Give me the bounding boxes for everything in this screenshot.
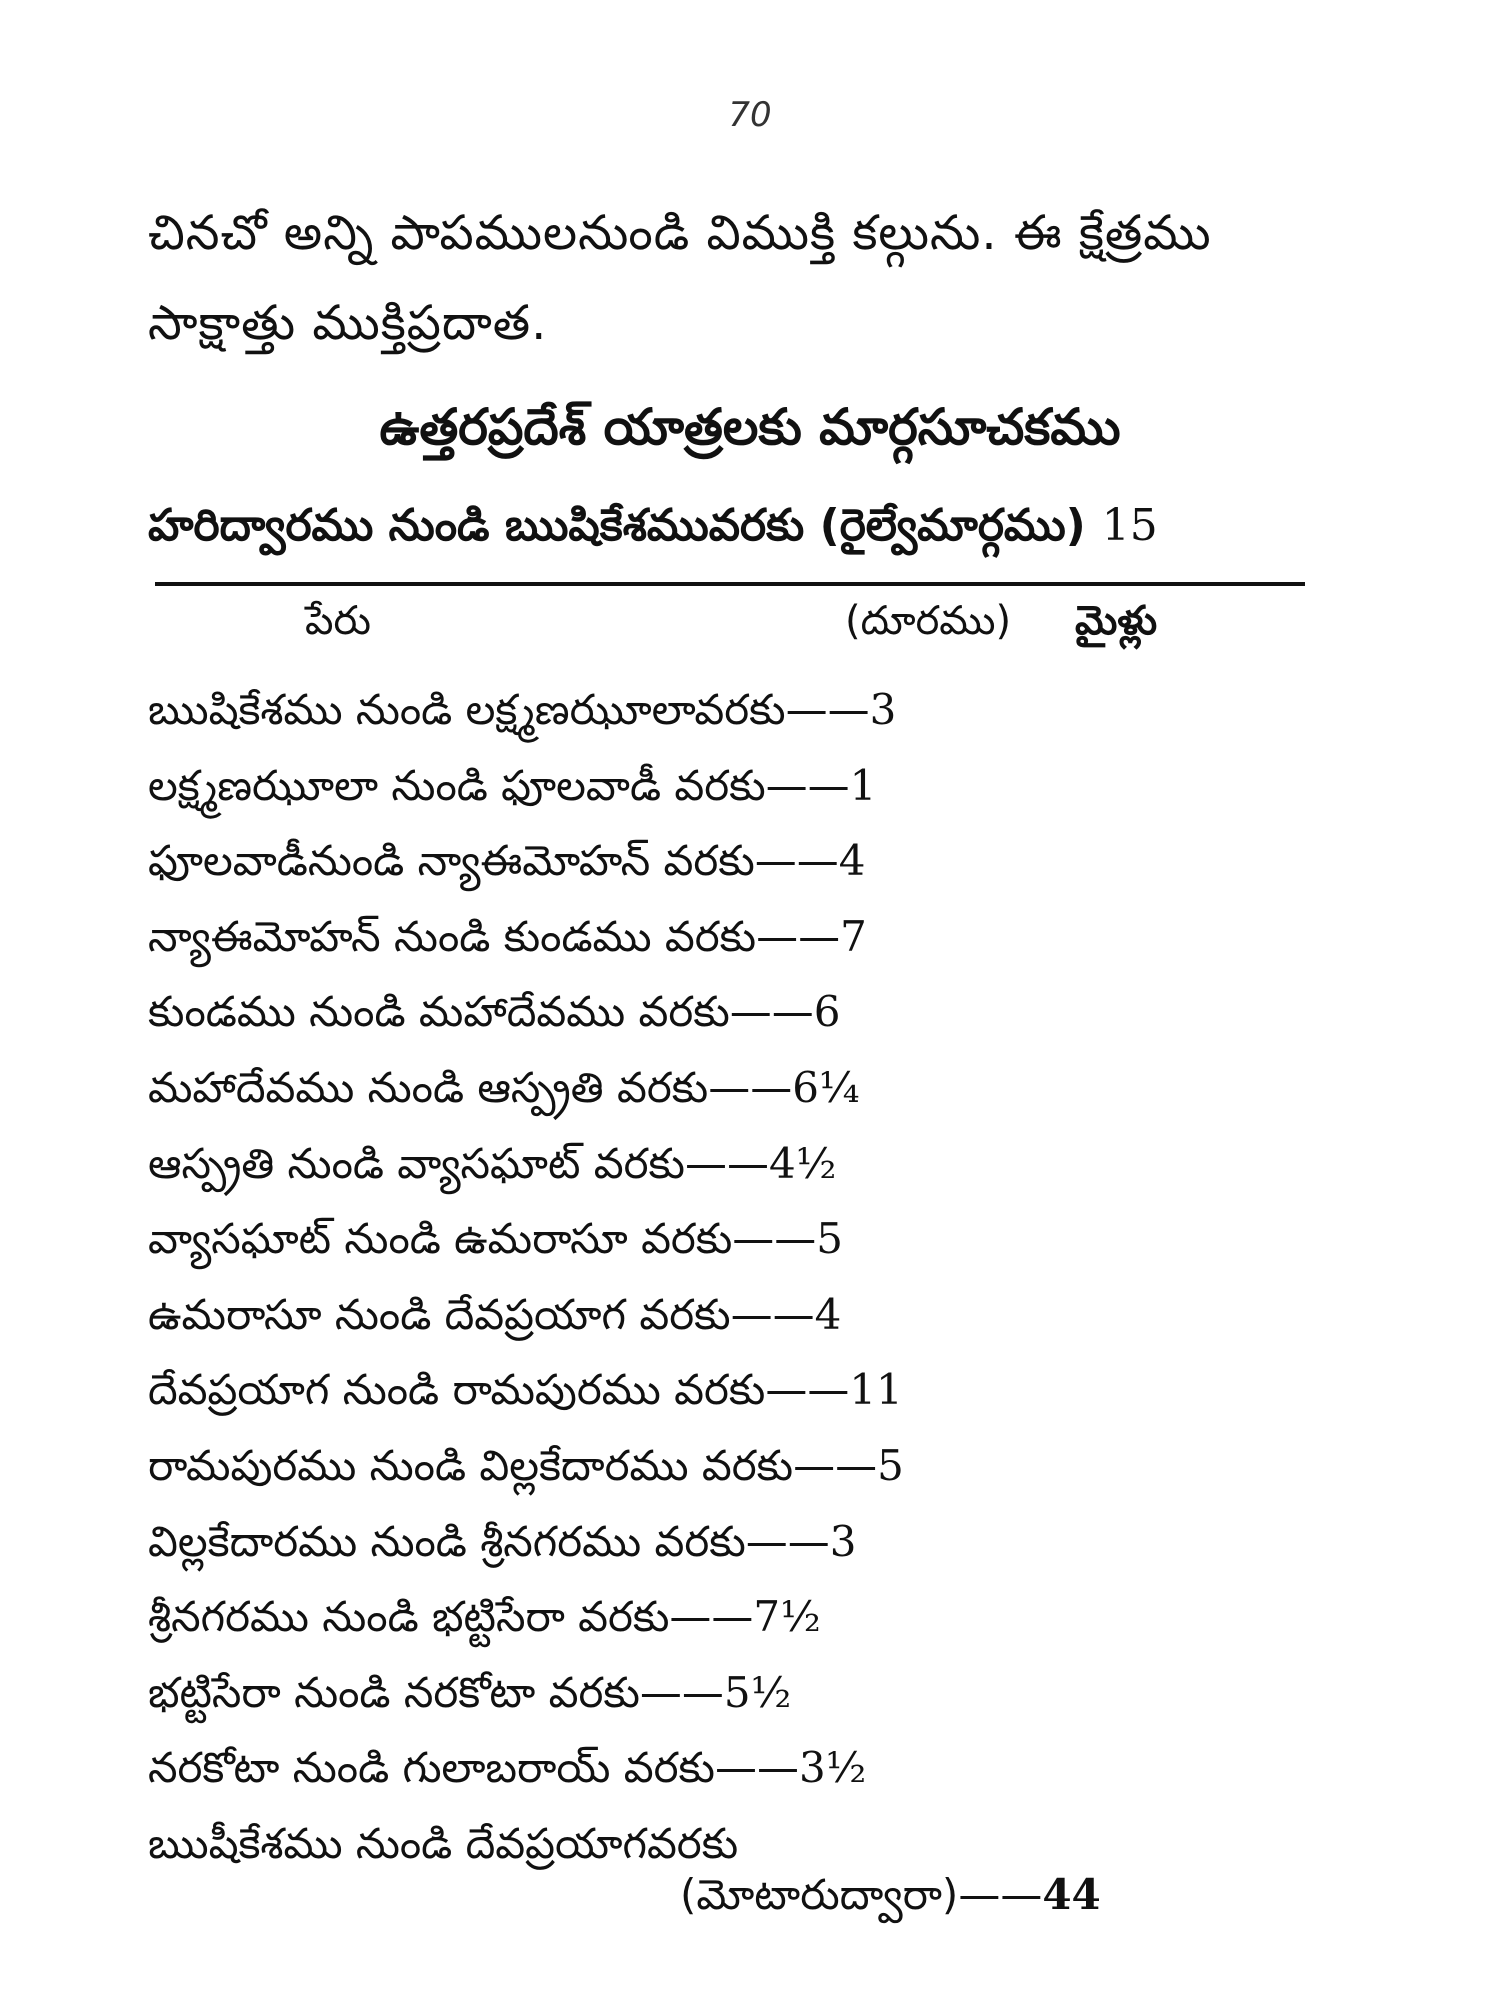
route-row: ఫూలవాడీనుండి న్యాఈమోహన్ వరకు——4	[148, 836, 866, 886]
section-title: ఉత్తరప్రదేశ్ యాత్రలకు మార్గసూచకము	[379, 398, 1121, 456]
route-distance: 4½	[768, 1138, 837, 1188]
route-note-distance: 44	[1042, 1870, 1101, 1919]
route-text: ఉమరాసూ నుండి దేవప్రయాగ వరకు	[148, 1289, 731, 1339]
route-distance: 3	[829, 1516, 857, 1566]
intro-line-2: సాక్షాత్తు ముక్తిప్రదాత.	[148, 295, 548, 351]
route-text: భట్టిసేరా నుండి నరకోటా వరకు	[148, 1667, 640, 1717]
route-distance: 3	[869, 685, 897, 734]
column-headers	[0, 598, 1500, 658]
route-distance: 6	[813, 987, 841, 1037]
route-distance: 4	[838, 836, 866, 886]
intro-line-1: చినచో అన్ని పాపములనుండి విముక్తి కల్గును. ఈ క్షేత్రము	[148, 205, 1212, 261]
route-row: భట్టిసేరా నుండి నరకోటా వరకు——5½	[148, 1667, 792, 1717]
route-row: విల్లకేదారము నుండి శ్రీనగరము వరకు——3	[148, 1516, 857, 1566]
column-header-distance: (దూరము)	[845, 598, 1012, 644]
route-note: (మోటారుద్వారా)——44	[680, 1870, 1101, 1919]
page-number: 70	[728, 95, 772, 135]
route-text: లక్ష్మణఝూలా నుండి ఫూలవాడీ వరకు	[148, 760, 766, 810]
route-distance: 4	[814, 1289, 842, 1339]
route-text: ఋషీకేశము నుండి దేవప్రయాగవరకు	[148, 1818, 739, 1868]
route-distance: 1	[849, 760, 877, 810]
route-text: నరకోటా నుండి గులాబరాయ్ వరకు	[148, 1743, 715, 1793]
route-heading	[148, 500, 1348, 562]
route-row: రామపురము నుండి విల్లకేదారము వరకు——5	[148, 1440, 904, 1490]
route-text: దేవప్రయాగ నుండి రామపురము వరకు	[148, 1365, 766, 1415]
column-header-name: పేరు	[305, 598, 371, 644]
route-row: ఉమరాసూ నుండి దేవప్రయాగ వరకు——4	[148, 1289, 842, 1339]
route-text: ఋషికేశము నుండి లక్ష్మణఝూలావరకు	[148, 685, 786, 734]
route-row: ఆస్ప్రతి నుండి వ్యాసఘాట్ వరకు——4½	[148, 1138, 837, 1188]
route-row: మహాదేవము నుండి ఆస్ప్రతి వరకు——6¼	[148, 1062, 860, 1112]
route-distance: 6¼	[792, 1062, 860, 1112]
route-row: శ్రీనగరము నుండి భట్టిసేరా వరకు——7½	[148, 1592, 821, 1642]
route-text: శ్రీనగరము నుండి భట్టిసేరా వరకు	[148, 1592, 670, 1642]
route-distance: 5½	[723, 1667, 792, 1717]
route-text: కుండము నుండి మహాదేవము వరకు	[148, 987, 730, 1037]
route-heading-count: 15	[1101, 500, 1158, 551]
route-row: దేవప్రయాగ నుండి రామపురము వరకు——11	[148, 1365, 903, 1415]
column-header-unit: మైళ్లు	[1075, 598, 1158, 644]
route-text: ఫూలవాడీనుండి న్యాఈమోహన్ వరకు	[148, 836, 755, 886]
route-distance: 5	[877, 1440, 904, 1490]
route-row: న్యాఈమోహన్ నుండి కుండము వరకు——7	[148, 911, 867, 961]
route-text: ఆస్ప్రతి నుండి వ్యాసఘాట్ వరకు	[148, 1138, 685, 1188]
route-list	[148, 672, 1348, 1882]
route-distance: 7½	[753, 1592, 821, 1642]
route-row: ఋషికేశము నుండి లక్ష్మణఝూలావరకు——3	[148, 685, 897, 734]
route-note-text: (మోటారుద్వారా)	[680, 1870, 959, 1919]
route-row: వ్యాసఘాట్ నుండి ఉమరాసూ వరకు——5	[148, 1214, 844, 1264]
route-row: కుండము నుండి మహాదేవము వరకు——6	[148, 987, 841, 1037]
intro-paragraph	[148, 188, 1348, 368]
route-row: లక్ష్మణఝూలా నుండి ఫూలవాడీ వరకు——1	[148, 760, 877, 810]
route-text: న్యాఈమోహన్ నుండి కుండము వరకు	[148, 911, 757, 961]
heading-divider	[155, 582, 1305, 586]
route-text: మహాదేవము నుండి ఆస్ప్రతి వరకు	[148, 1062, 709, 1112]
route-text: వ్యాసఘాట్ నుండి ఉమరాసూ వరకు	[148, 1214, 733, 1264]
route-distance: 3½	[798, 1743, 867, 1793]
route-distance: 7	[840, 911, 867, 961]
route-distance: 11	[849, 1365, 903, 1415]
route-text: రామపురము నుండి విల్లకేదారము వరకు	[148, 1440, 794, 1490]
route-text: విల్లకేదారము నుండి శ్రీనగరము వరకు	[148, 1516, 746, 1566]
route-distance: 5	[816, 1214, 844, 1264]
route-row: నరకోటా నుండి గులాబరాయ్ వరకు——3½	[148, 1743, 867, 1793]
route-heading-text: హరిద్వారము నుండి ఋషికేశమువరకు (రైల్వేమార్గము)	[148, 500, 1086, 551]
